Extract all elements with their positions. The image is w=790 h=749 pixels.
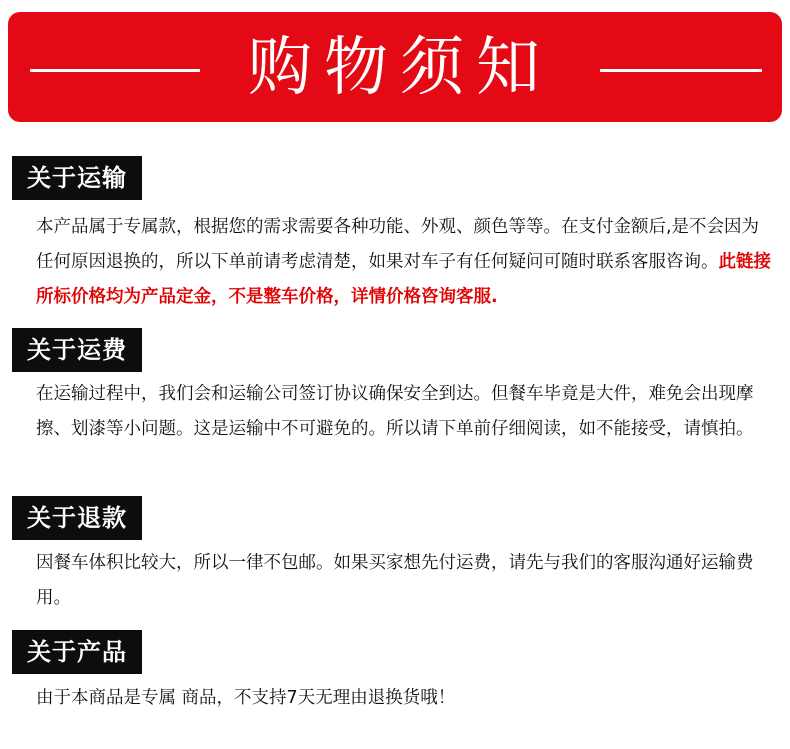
section-text: 本产品属于专属款，根据您的需求需要各种功能、外观、颜色等等。在支付金额后,是不会因为任何原因退换的，所以下单前请考虑清楚，如果对车子有任何疑问可随时联系客服咨询。	[36, 217, 760, 272]
section-heading: 关于产品	[12, 630, 142, 674]
section-text: 因餐车体积比较大，所以一律不包邮。如果买家想先付运费，请先与我们的客服沟通好运输费用。	[36, 553, 754, 608]
section-heading: 关于运费	[12, 328, 142, 372]
banner-right-rule	[600, 69, 762, 72]
section-heading: 关于运输	[12, 156, 142, 200]
section-body	[36, 681, 776, 716]
section-body	[36, 546, 776, 616]
section-text: 由于本商品是专属 商品，不支持7天无理由退换货哦！	[36, 688, 456, 708]
section-heading: 关于退款	[12, 496, 142, 540]
section-text: 在运输过程中，我们会和运输公司签订协议确保安全到达。但餐车毕竟是大件，难免会出现摩擦、划漆等小问题。这是运输中不可避免的。所以请下单前仔细阅读，如不能接受，请慎拍。	[36, 384, 754, 439]
section-body	[36, 377, 776, 447]
banner-title: 购物须知	[248, 31, 552, 105]
banner-left-rule	[30, 69, 200, 72]
price-deposit-notice: 此链接所标价格均为产品定金，不是整车价格，详情价格咨询客服.	[36, 252, 771, 307]
notice-banner	[8, 12, 782, 122]
section-body	[36, 210, 776, 315]
